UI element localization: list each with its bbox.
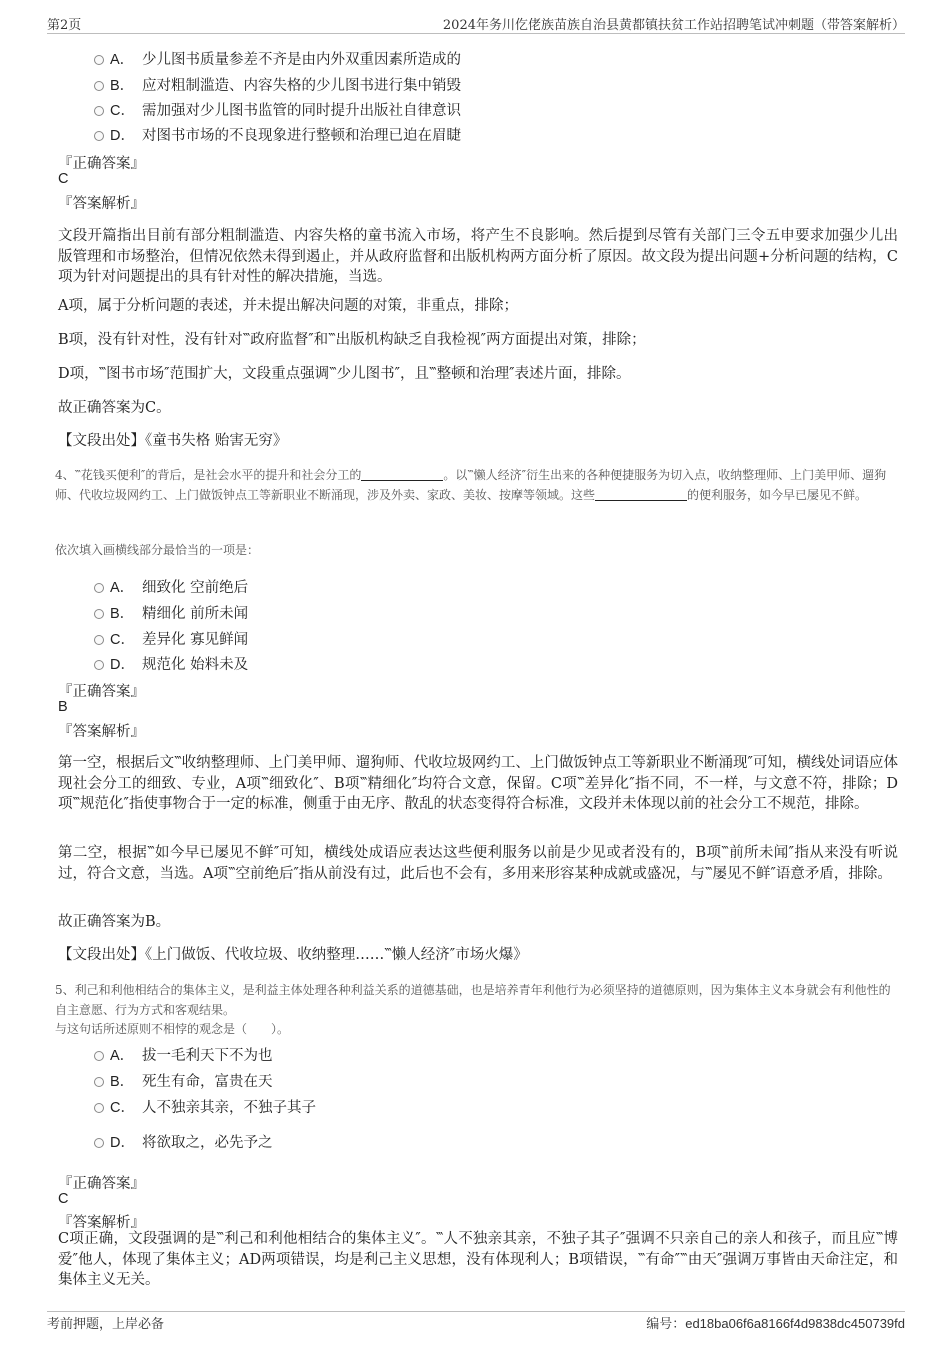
q4-analysis-paragraph: 第一空，根据后文‷收纳整理师、上门美甲师、遛狗师、代收垃圾网约工、上门做饭钟点工等新职业不断涌现″可知，横线处词语应体现社会分工的细致、专业，A项‷细致化″、B项‷精细化″均符合文意，保留。C项‷差异化″指不同，不一样，与文意不符，排除；D项‷规范化″指使事物合于一定的标准，侧重于由无序、散乱的状态变得符合标准，文段并未体现以前的社会分工不规范，排除。	[58, 755, 898, 812]
radio-icon[interactable]	[94, 1138, 104, 1148]
q4-source: 【文段出处】《上门做饭、代收垃圾、收纳整理……‷懒人经济″市场火爆》	[58, 947, 528, 963]
q3-source: 【文段出处】《童书失格 贻害无穷》	[58, 433, 288, 449]
page-header	[47, 14, 905, 34]
q5-option-c[interactable]: C． 人不独亲其亲，不独子其子	[94, 1096, 316, 1117]
q3-option-d[interactable]: D． 对图书市场的不良现象进行整顿和治理已迫在眉睫	[94, 124, 461, 145]
q4-stem: 4、‷花钱买便利″的背后，是社会水平的提升和社会分工的 。以‷懒人经济″衍生出来的各种便捷服务为切入点，收纳整理师、上门美甲师、遛狗师、代收垃圾网约工、上门做饭钟点工等新职业不断涌现，涉及外卖、家政、美妆、按摩等领域。这些 的便利服务，如今早已屡见不鲜。	[55, 468, 887, 502]
radio-icon[interactable]	[94, 81, 104, 91]
q3-analysis-paragraph: A项，属于分析问题的表述，并未提出解决问题的对策，非重点，排除；	[58, 298, 518, 314]
radio-icon[interactable]	[94, 1051, 104, 1061]
q3-analysis-paragraph: D项，‷图书市场″范围扩大，文段重点强调‷少儿图书″，且‷整顿和治理″表述片面，排除。	[58, 366, 631, 382]
radio-icon[interactable]	[94, 609, 104, 619]
q4-answer: B	[58, 699, 68, 715]
q3-analysis-label: 『答案解析』	[58, 196, 145, 212]
radio-icon[interactable]	[94, 1103, 104, 1113]
q3-answer: C	[58, 171, 69, 187]
radio-icon[interactable]	[94, 660, 104, 670]
q3-analysis-paragraph: B项，没有针对性，没有针对‷政府监督″和‷出版机构缺乏自我检视″两方面提出对策，排除；	[58, 332, 646, 348]
radio-icon[interactable]	[94, 635, 104, 645]
q4-prompt: 依次填入画横线部分最恰当的一项是：	[55, 543, 260, 557]
footer-divider	[47, 1311, 905, 1312]
document-title: 2024年务川仡佬族苗族自治县黄都镇扶贫工作站招聘笔试冲刺题（带答案解析）	[442, 18, 905, 33]
q3-option-a[interactable]: A． 少儿图书质量参差不齐是由内外双重因素所造成的	[94, 48, 461, 69]
q5-option-d[interactable]: D． 将欲取之，必先予之	[94, 1131, 273, 1152]
header-divider	[47, 33, 905, 34]
q5-prompt: 与这句话所述原则不相悖的观念是（ ）。	[55, 1022, 290, 1036]
radio-icon[interactable]	[94, 583, 104, 593]
q3-analysis-paragraph: 文段开篇指出目前有部分粗制滥造、内容失格的童书流入市场，将产生不良影响。然后提到尽管有关部门三令五申要求加强少儿出版管理和市场整治，但情况依然未得到遏止，并从政府监督和出版机构两方面分析了原因。故文段为提出问题+分析问题的结构，C项为针对问题提出的具有针对性的解决措施，当选。	[58, 228, 898, 285]
q3-option-c[interactable]: C． 需加强对少儿图书监管的同时提升出版社自律意识	[94, 99, 461, 120]
q4-answer-label: 『正确答案』	[58, 684, 145, 700]
q3-answer-label: 『正确答案』	[58, 156, 145, 172]
blank-1	[361, 467, 443, 481]
page-number: 第2页	[47, 18, 82, 33]
radio-icon[interactable]	[94, 131, 104, 141]
blank-2	[595, 487, 687, 501]
q5-option-a[interactable]: A． 拔一毛利天下不为也	[94, 1044, 273, 1065]
q5-analysis-label: 『答案解析』	[58, 1215, 145, 1231]
q5-option-b[interactable]: B． 死生有命，富贵在天	[94, 1070, 273, 1091]
q5-analysis-paragraph: C项正确，文段强调的是‷利己和利他相结合的集体主义″。‷人不独亲其亲，不独子其子″强调不只亲自己的亲人和孩子，而且应‷博爱″他人，体现了集体主义；AD两项错误，均是利己主义思想，没有体现利人；B项错误，‷有命″‷由天″强调万事皆由天命注定，和集体主义无关。	[58, 1231, 898, 1288]
radio-icon[interactable]	[94, 106, 104, 116]
q4-option-b[interactable]: B． 精细化 前所未闻	[94, 602, 248, 623]
q4-option-d[interactable]: D． 规范化 始料未及	[94, 653, 248, 674]
footer-slogan: 考前押题，上岸必备	[47, 1317, 165, 1332]
q3-option-b[interactable]: B． 应对粗制滥造、内容失格的少儿图书进行集中销毁	[94, 74, 461, 95]
q5-answer-label: 『正确答案』	[58, 1176, 145, 1192]
q4-option-a[interactable]: A． 细致化 空前绝后	[94, 576, 248, 597]
q5-stem: 5、利己和利他相结合的集体主义，是利益主体处理各种利益关系的道德基础，也是培养青年利他行为必须坚持的道德原则，因为集体主义本身就会有利他性的自主意愿、行为方式和客观结果。	[55, 983, 891, 1017]
q4-analysis-paragraph: 第二空，根据‷如今早已屡见不鲜″可知，横线处成语应表达这些便利服务以前是少见或者没有的，B项‷前所未闻″指从来没有听说过，符合文意，当选。A项‷空前绝后″指从前没有过，此后也不会有，多用来形容某种成就或盛况，与‷屡见不鲜″语意矛盾，排除。	[58, 845, 898, 882]
page-footer	[47, 1313, 905, 1331]
q4-option-c[interactable]: C． 差异化 寡见鲜闻	[94, 628, 248, 649]
radio-icon[interactable]	[94, 55, 104, 65]
document-code: 编号：ed18ba06f6a8166f4d9838dc450739fd	[646, 1316, 905, 1331]
q5-answer: C	[58, 1191, 69, 1207]
radio-icon[interactable]	[94, 1077, 104, 1087]
q4-conclusion: 故正确答案为B。	[58, 914, 171, 930]
q3-conclusion: 故正确答案为C。	[58, 400, 171, 416]
q4-analysis-label: 『答案解析』	[58, 724, 145, 740]
